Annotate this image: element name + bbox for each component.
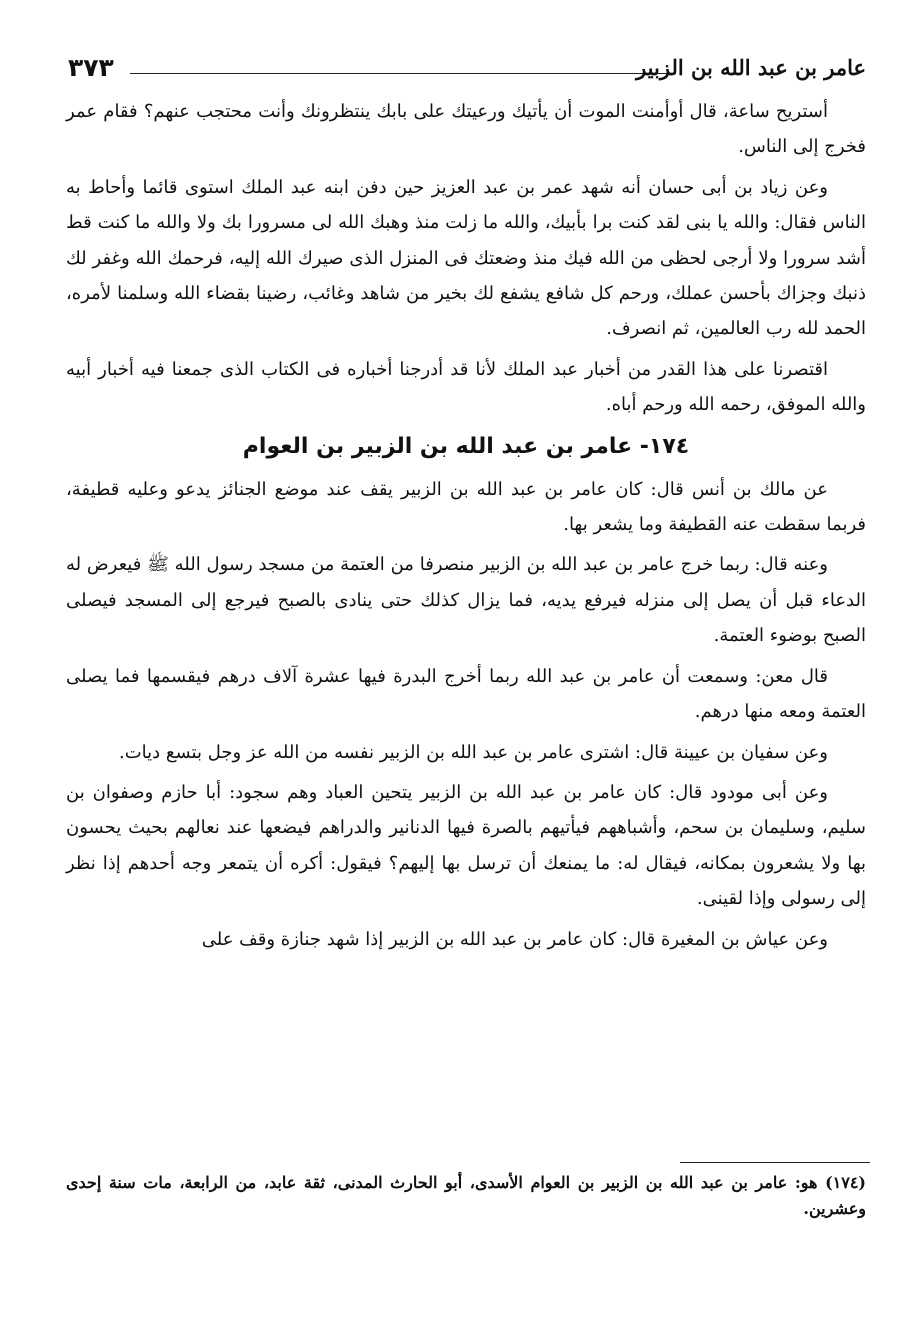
page-header: [68, 52, 866, 86]
paragraph: وعنه قال: ربما خرج عامر بن عبد الله بن الزبير منصرفا من العتمة من مسجد رسول الله ﷺ فيعرض له الدعاء قبل أن يصل إلى منزله فيرفع يديه، فما يزال كذلك حتى ينادى بالصبح فيرجع إلى المسجد فيصلى الصبح بوضوء العتمة.: [66, 554, 866, 647]
body-text: [66, 94, 866, 962]
page-number: ٣٧٣: [68, 53, 114, 82]
paragraph: وعن سفيان بن عيينة قال: اشترى عامر بن عبد الله بن الزبير نفسه من الله عز وجل بتسع ديات.: [119, 741, 828, 763]
footnote-rule: [680, 1162, 870, 1163]
paragraph: اقتصرنا على هذا القدر من أخبار عبد الملك لأنا قد أدرجنا أخباره فى الكتاب الذى جمعنا فيه أخبار أبيه والله الموفق، رحمه الله ورحم أباه.: [66, 358, 866, 416]
footnote: [66, 1170, 866, 1222]
paragraph: وعن أبى مودود قال: كان عامر بن عبد الله بن الزبير يتحين العباد وهم سجود: أبا حازم وصفوان بن سليم، وسليمان بن سحم، وأشباههم فيأتيهم بالصرة فيها الدنانير والدراهم فيضعها عند نعالهم بحيث يحسون بها ولا يشعرون بمكانه، فيقال له: ما يمنعك أن ترسل بها إليهم؟ فيقول: أكره أن يتمعر وجه أحدهم إذا نظر إلى رسولى وإذا لقينى.: [66, 781, 866, 910]
paragraph: وعن زياد بن أبى حسان أنه شهد عمر بن عبد العزيز حين دفن ابنه عبد الملك استوى قائما وأحاط به الناس فقال: والله يا بنى لقد كنت برا بأبيك، والله ما زلت منذ وهبك الله لى مسرورا بك ولا والله ما كنت قط أشد سرورا ولا أرجى لحظى من الله فيك منذ وضعتك فى المنزل الذى صيرك الله إليه، فرحمك الله وغفر لك ذنبك وجزاك بأحسن عملك، ورحم كل شافع يشفع لك بخير من شاهد وغائب، رضينا بقضاء الله وسلمنا لأمره، الحمد لله رب العالمين، ثم انصرف.: [66, 176, 866, 340]
running-title: عامر بن عبد الله بن الزبير: [636, 55, 866, 80]
header-rule: [130, 73, 676, 74]
paragraph: أستريح ساعة، قال أوأمنت الموت أن يأتيك ورعيتك على بابك ينتظرونك وأنت محتجب عنهم؟ فقام عمر فخرج إلى الناس.: [66, 101, 866, 158]
footnote-text: (١٧٤) هو: عامر بن عبد الله بن الزبير بن العوام الأسدى، أبو الحارث المدنى، ثقة عابد، من الرابعة، مات سنة إحدى وعشرين.: [66, 1173, 866, 1218]
paragraph: وعن عياش بن المغيرة قال: كان عامر بن عبد الله بن الزبير إذا شهد جنازة وقف على: [201, 928, 828, 950]
section-heading: ١٧٤- عامر بن عبد الله بن الزبير بن العوام: [242, 433, 690, 459]
paragraph: عن مالك بن أنس قال: كان عامر بن عبد الله بن الزبير يقف عند موضع الجنائز يدعو وعليه قطيفة، فربما سقطت عنه القطيفة وما يشعر بها.: [66, 478, 866, 536]
paragraph: قال معن: وسمعت أن عامر بن عبد الله ربما أخرج البدرة فيها عشرة آلاف درهم فيقسمها فما يصلى العتمة ومعه منها درهم.: [66, 665, 866, 723]
